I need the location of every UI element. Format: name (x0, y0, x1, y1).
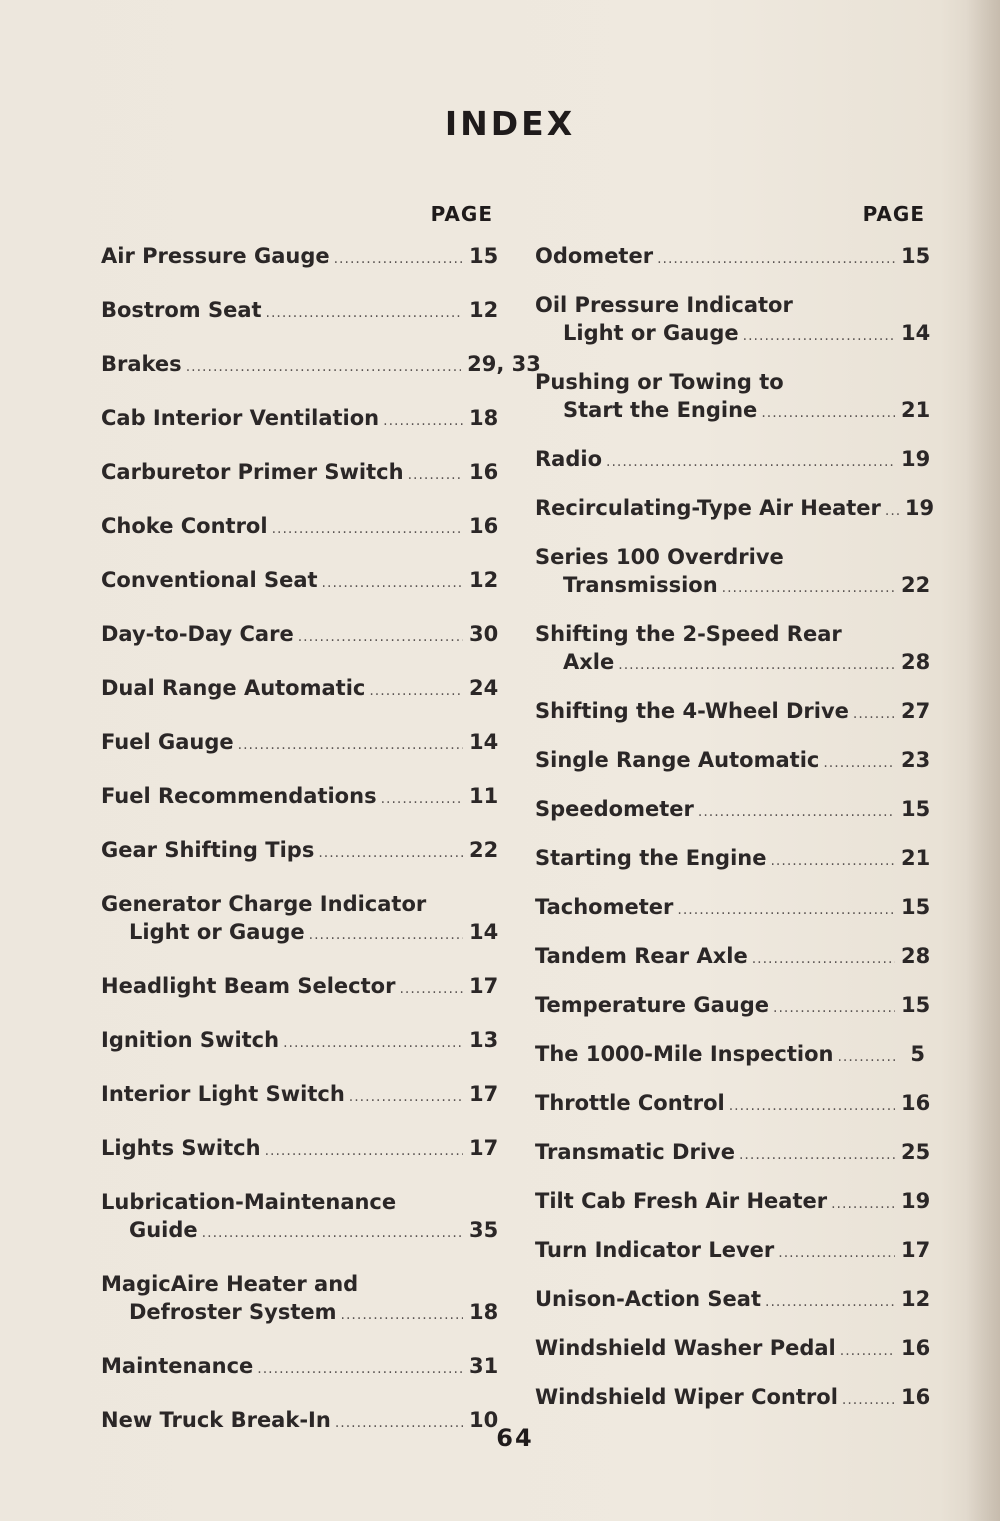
entry-line (535, 893, 931, 924)
dot-leader (853, 700, 895, 728)
index-entry (535, 1040, 925, 1071)
entry-page-number: 15 (901, 244, 931, 268)
entry-label: Light or Gauge (563, 321, 739, 345)
entry-page-number: 17 (469, 1082, 499, 1106)
entry-page-number: 18 (469, 1300, 499, 1324)
entry-page-number: 15 (901, 797, 931, 821)
entry-page-number: 16 (901, 1091, 931, 1115)
entry-page-number: 12 (469, 568, 499, 592)
index-entry (101, 1352, 499, 1383)
entry-label: Generator Charge Indicator (101, 892, 427, 916)
entry-label: Lubrication-Maintenance (101, 1190, 397, 1214)
entry-label: Bostrom Seat (101, 298, 262, 322)
entry-line (101, 350, 541, 381)
entry-label: MagicAire Heater and (101, 1272, 359, 1296)
entry-label: Radio (535, 447, 602, 471)
page-edge-shadow (966, 0, 1000, 1521)
entry-line (535, 620, 925, 648)
index-entry (535, 1236, 931, 1267)
dot-leader (778, 1239, 895, 1267)
entry-label: Single Range Automatic (535, 748, 820, 772)
dot-leader (739, 1141, 895, 1169)
entry-label: Windshield Washer Pedal (535, 1336, 836, 1360)
dot-leader (408, 461, 463, 489)
dot-leader (309, 921, 463, 949)
entry-page-number: 31 (469, 1354, 499, 1378)
dot-leader (322, 569, 463, 597)
entry-page-number: 19 (901, 447, 931, 471)
dot-leader (265, 1137, 463, 1165)
dot-leader (349, 1083, 463, 1111)
dot-leader (369, 677, 463, 705)
entry-page-number: 19 (901, 1189, 931, 1213)
dot-leader (381, 785, 463, 813)
index-entry (535, 1285, 931, 1316)
entry-line (101, 458, 499, 489)
entry-line (535, 1334, 931, 1365)
entry-page-number: 16 (901, 1336, 931, 1360)
entry-line (101, 728, 499, 759)
entry-page-number: 35 (469, 1218, 499, 1242)
entry-page-number: 15 (901, 895, 931, 919)
entry-label: Transmatic Drive (535, 1140, 735, 1164)
entry-line (101, 242, 499, 273)
index-entry (101, 242, 499, 273)
entry-label: Air Pressure Gauge (101, 244, 330, 268)
entry-label: Temperature Gauge (535, 993, 769, 1017)
dot-leader (761, 399, 895, 427)
dot-leader (383, 407, 463, 435)
dot-leader (770, 847, 895, 875)
entry-line (101, 404, 499, 435)
entry-label: Carburetor Primer Switch (101, 460, 404, 484)
entry-page-number: 16 (469, 460, 499, 484)
index-entry (101, 512, 499, 543)
entry-label: Fuel Recommendations (101, 784, 377, 808)
entry-page-number: 13 (469, 1028, 499, 1052)
entry-page-number: 22 (901, 573, 931, 597)
entry-page-number: 24 (469, 676, 499, 700)
entry-label: Axle (563, 650, 615, 674)
entry-label: Ignition Switch (101, 1028, 280, 1052)
entry-label: Tandem Rear Axle (535, 944, 748, 968)
entry-continuation-line (535, 319, 931, 350)
entry-line (101, 836, 499, 867)
entry-line (535, 1187, 931, 1218)
entry-label: Dual Range Automatic (101, 676, 366, 700)
entry-label: Lights Switch (101, 1136, 261, 1160)
entry-label: Maintenance (101, 1354, 254, 1378)
entry-label: Shifting the 4-Wheel Drive (535, 699, 849, 723)
entry-label: Start the Engine (563, 398, 758, 422)
entry-page-number: 19 (904, 496, 935, 520)
index-entry (535, 620, 931, 679)
index-entry (535, 991, 931, 1022)
index-entry (101, 674, 499, 705)
dot-leader (186, 353, 461, 381)
index-entry (535, 1089, 931, 1120)
entry-page-number: 22 (469, 838, 499, 862)
entry-label: Oil Pressure Indicator (535, 293, 793, 317)
dot-leader (885, 497, 899, 525)
entry-line (101, 512, 499, 543)
entry-label: Interior Light Switch (101, 1082, 345, 1106)
index-entry (535, 368, 931, 427)
entry-line (535, 1236, 931, 1267)
dot-leader (318, 839, 463, 867)
entry-page-number: 17 (469, 1136, 499, 1160)
entry-page-number: 12 (469, 298, 499, 322)
entry-line (535, 1383, 931, 1414)
entry-line (535, 368, 925, 396)
entry-continuation-line (101, 1216, 499, 1247)
entry-page-number: 14 (901, 321, 931, 345)
index-entry (101, 296, 499, 327)
entry-label: Tilt Cab Fresh Air Heater (535, 1189, 828, 1213)
entry-line (535, 746, 931, 777)
entry-line (535, 1089, 931, 1120)
entry-page-number: 21 (901, 398, 931, 422)
index-entry (535, 942, 931, 973)
entry-line (535, 795, 931, 826)
entry-label: Brakes (101, 352, 182, 376)
entry-page-number: 28 (901, 650, 931, 674)
dot-leader (272, 515, 463, 543)
index-entry (101, 620, 499, 651)
entry-page-number: 15 (901, 993, 931, 1017)
entry-line (101, 620, 499, 651)
entry-line (535, 291, 925, 319)
index-entry (101, 1188, 499, 1247)
index-entry (101, 1026, 499, 1057)
dot-leader (831, 1190, 895, 1218)
entry-page-number: 15 (469, 244, 499, 268)
entry-line (101, 1352, 499, 1383)
entry-label: Pushing or Towing to (535, 370, 784, 394)
entry-label: Choke Control (101, 514, 268, 538)
entry-line (101, 1134, 499, 1165)
entry-label: Day-to-Day Care (101, 622, 294, 646)
entry-line (535, 844, 931, 875)
entry-label: Light or Gauge (129, 920, 305, 944)
dot-leader (840, 1337, 895, 1365)
entry-line (535, 242, 931, 273)
entry-label: Tachometer (535, 895, 674, 919)
entry-label: Defroster System (129, 1300, 337, 1324)
entry-line (535, 697, 931, 728)
entry-page-number: 29, 33 (467, 352, 541, 376)
entry-label: Transmission (563, 573, 718, 597)
dot-leader (773, 994, 895, 1022)
entry-line (535, 1138, 931, 1169)
dot-leader (837, 1043, 895, 1071)
entry-page-number: 28 (901, 944, 931, 968)
entry-label: Gear Shifting Tips (101, 838, 315, 862)
dot-leader (677, 896, 895, 924)
entry-line (535, 1285, 931, 1316)
index-entry (535, 893, 931, 924)
dot-leader (752, 945, 895, 973)
entry-line (535, 445, 931, 476)
entry-line (101, 1080, 499, 1111)
index-entry (535, 746, 931, 777)
index-entry (101, 972, 499, 1003)
dot-leader (657, 245, 895, 273)
entry-label: Recirculating-Type Air Heater (535, 496, 881, 520)
entry-page-number: 16 (469, 514, 499, 538)
entry-line (101, 972, 499, 1003)
dot-leader (765, 1288, 895, 1316)
index-entry (535, 1138, 931, 1169)
index-entry (101, 728, 499, 759)
index-entry (535, 795, 931, 826)
entry-continuation-line (535, 648, 931, 679)
entry-line (101, 782, 499, 813)
entry-label: Speedometer (535, 797, 694, 821)
entry-page-number: 18 (469, 406, 499, 430)
entry-continuation-line (101, 918, 499, 949)
entry-line (535, 942, 931, 973)
page-title: INDEX (444, 104, 576, 143)
entry-continuation-line (535, 396, 931, 427)
page-column-header: PAGE (430, 202, 493, 226)
index-entry (535, 242, 931, 273)
entry-label: Shifting the 2-Speed Rear (535, 622, 842, 646)
entry-page-number: 30 (469, 622, 499, 646)
index-entry (101, 1080, 499, 1111)
entry-label: Guide (129, 1218, 198, 1242)
entry-line (101, 1270, 493, 1298)
entry-label: Starting the Engine (535, 846, 767, 870)
entry-label: Unison-Action Seat (535, 1287, 761, 1311)
index-entry (535, 445, 931, 476)
entry-continuation-line (101, 1298, 499, 1329)
entry-page-number: 21 (901, 846, 931, 870)
entry-page-number: 10 (469, 1408, 499, 1432)
index-entry (535, 291, 931, 350)
entry-label: The 1000-Mile Inspection (535, 1042, 834, 1066)
dot-leader (298, 623, 463, 651)
entry-page-number: 14 (469, 730, 499, 754)
entry-line (535, 1040, 925, 1071)
entry-page-number: 16 (901, 1385, 931, 1409)
entry-page-number: 17 (901, 1238, 931, 1262)
entry-page-number: 27 (901, 699, 931, 723)
dot-leader (698, 798, 895, 826)
index-entry (101, 350, 541, 381)
dot-leader (842, 1386, 895, 1414)
index-entry (101, 404, 499, 435)
dot-leader (729, 1092, 895, 1120)
entry-line (535, 543, 925, 571)
dot-leader (618, 651, 895, 679)
dot-leader (257, 1355, 463, 1383)
index-entry (535, 494, 935, 525)
index-entry (535, 1383, 931, 1414)
page-number: 64 (496, 1424, 534, 1452)
index-entry (101, 836, 499, 867)
dot-leader (606, 448, 895, 476)
dot-leader (334, 245, 463, 273)
entry-continuation-line (535, 571, 931, 602)
entry-label: Turn Indicator Lever (535, 1238, 775, 1262)
entry-line (101, 566, 499, 597)
entry-page-number: 14 (469, 920, 499, 944)
entry-line (101, 296, 499, 327)
entry-label: New Truck Break-In (101, 1408, 331, 1432)
entry-label: Fuel Gauge (101, 730, 234, 754)
index-entry (535, 1187, 931, 1218)
dot-leader (743, 322, 895, 350)
dot-leader (722, 574, 895, 602)
dot-leader (238, 731, 463, 759)
index-entry (101, 782, 499, 813)
dot-leader (202, 1219, 463, 1247)
dot-leader (823, 749, 895, 777)
entry-label: Series 100 Overdrive (535, 545, 784, 569)
index-entry (535, 697, 931, 728)
entry-label: Windshield Wiper Control (535, 1385, 838, 1409)
entry-line (535, 991, 931, 1022)
entry-page-number: 25 (901, 1140, 931, 1164)
index-entry-list (535, 242, 935, 1414)
entry-line (101, 1026, 499, 1057)
entry-page-number: 12 (901, 1287, 931, 1311)
dot-leader (341, 1301, 463, 1329)
index-entry (535, 844, 931, 875)
entry-line (101, 1188, 493, 1216)
index-entry (101, 1270, 499, 1329)
entry-page-number: 23 (901, 748, 931, 772)
dot-leader (399, 975, 463, 1003)
entry-line (101, 890, 493, 918)
entry-label: Conventional Seat (101, 568, 318, 592)
entry-line (101, 674, 499, 705)
entry-page-number: 5 (910, 1042, 925, 1066)
index-entry (101, 458, 499, 489)
page-column-header: PAGE (862, 202, 925, 226)
entry-label: Headlight Beam Selector (101, 974, 396, 998)
index-entry (101, 1134, 499, 1165)
entry-label: Cab Interior Ventilation (101, 406, 380, 430)
index-column-right (535, 202, 935, 1432)
entry-page-number: 11 (469, 784, 499, 808)
entry-page-number: 17 (469, 974, 499, 998)
entry-line (535, 494, 935, 525)
entry-label: Throttle Control (535, 1091, 725, 1115)
index-entry (101, 566, 499, 597)
index-entry (101, 890, 499, 949)
index-entry (535, 543, 931, 602)
entry-label: Odometer (535, 244, 654, 268)
index-entry (535, 1334, 931, 1365)
dot-leader (283, 1029, 463, 1057)
index-entry-list (101, 242, 541, 1437)
dot-leader (266, 299, 463, 327)
